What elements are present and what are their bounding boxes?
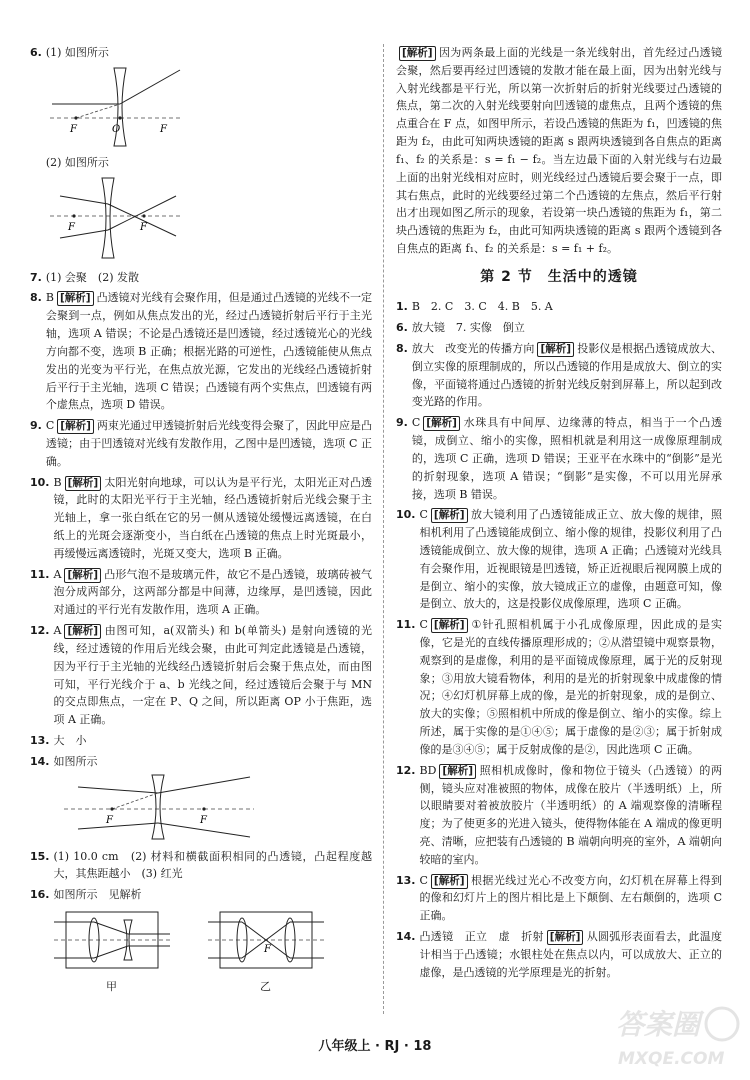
answer-item-12 [396, 762, 722, 869]
answer-item-8 [396, 340, 722, 411]
analysis-tag: [解析] [431, 874, 468, 889]
concave-lens-diagram-1 [46, 64, 186, 150]
item-answer: C [411, 416, 421, 430]
item-number: 14. [396, 930, 416, 944]
answer-item-6-7 [396, 319, 722, 337]
item-text: 投影仪是根据凸透镜成放大、倒立实像的原理制成的，所以凸透镜的作用是成放大、倒立的实像，平面镜将通过凸透镜的折射光线反射到屏幕上，所以起到改变光路的作用。 [411, 342, 722, 409]
figure-caption: 乙 [260, 979, 271, 993]
answer-item-13 [30, 732, 372, 750]
item-answer: C [419, 618, 428, 632]
item-text: 凸形气泡不是玻璃元件，故它不是凸透镜，玻璃砖被气泡分成两部分，这两部分都是中间薄，边缘厚，是凹透镜，因此对通过的平行光有发散作用，选项 A 正确。 [53, 567, 372, 617]
item-text: 太阳光射向地球，可以认为是平行光，太阳光正对凸透镜，此时的太阳光平行于主光轴，经凸透镜折射后光线会聚于主光轴上，拿一张白纸在它的另一侧从透镜处缓慢远离透镜，在白纸上的光斑会逐渐变小，当白纸在凸透镜的焦点上时光斑最小，再缓慢远离透镜时，光斑又变大，选项 B 正确。 [53, 475, 372, 560]
item-answer: C [419, 508, 428, 522]
item-number: 1. [396, 300, 408, 314]
item-answer: B [53, 475, 62, 489]
svg-text:F: F [159, 123, 167, 135]
answer-item-6 [30, 44, 372, 266]
svg-text:F: F [263, 944, 271, 955]
item-text: 放大镜利用了凸透镜能成正立、放大像的规律，照相机利用了凸透镜能成倒立、缩小像的规律，投影仪利用了凸透镜能成倒立、放大像的规律，选项 A 正确；凸透镜对光线具有会聚作用，近视眼镜是凹透镜，矫正近视眼后视网膜上成的是倒立、缩小的实像，放大镜成正立的虚像，由题意可知，像是倒立、放大的，这是投影仪成像原理，选项 C 正确。 [419, 508, 722, 611]
svg-text:F: F [105, 814, 113, 826]
answer-item-12 [30, 622, 372, 729]
answer-item-11 [396, 616, 722, 759]
item-text: 照相机成像时，像和物位于镜头（凸透镜）的两侧，镜头应对准被照的物体，成像在胶片（半透明纸）上，所以眼睛要对着被放胶片（半透明纸）的 A 端观察像的清晰程度；为了使更多的光进入镜头，使得物体能在 A 端成的像更明亮、清晰，应把装有凸透镜的 B 端朝向明亮的室外，A 端朝向较暗的室内。 [419, 763, 722, 866]
item-answer: A [53, 567, 62, 581]
item-text: 因为两条最上面的光线是一条光线射出，首先经过凸透镜会聚，然后要再经过凹透镜的发散才能在最上面，因为出射光线与入射光线都是平行光，所以第一次折射后的折射光线要过凸透镜的焦点，第二次的入射光线要射向凹透镜的虚焦点，且两个透镜的焦点重合在 F 点，如图甲所示，若设凸透镜的焦距为 f₁，凹透镜的焦距为 f₂，由此可知两块透镜的距离 s 跟两块透镜到各自焦点的距离 f₁、f₂ 的关系是：s = f₁ − f₂。当左边最下面的入射光线与右边最上面的出射光线相对应时，则光线经过凸透镜后要会聚于一点，即其右焦点，此时的光线要经过第二个凸透镜的左焦点，然后平行射出才出现如图乙所示的现象，若设第一块凸透镜的焦距为 f₁，第二块凸透镜的焦距为 f₂，由此可知两块透镜的距离 s 跟两个透镜到各自焦点的距离 f₁、f₂ 的关系是：s = f₁ + f₂。 [396, 46, 722, 255]
item-text: ①针孔照相机属于小孔成像原理，因此成的是实像，它是光的直线传播原理形成的；②从潜望镜中观察景物，观察到的是虚像，利用的是平面镜成像原理，属于光的反射现象；③用放大镜看物体，利用的是光的折射现象中成虚像的情况；④幻灯机屏幕上成的像，是光的折射现象，成的是倒立、放大的实像；⑤照相机中所成的像是倒立、缩小的实像。综上所述，属于实像的是①④⑤；属于虚像的是②③；属于折射成像的是③④⑤；属于反射成像的是②，因此选项 C 正确。 [419, 618, 722, 756]
item-answer: C [45, 419, 55, 433]
right-column [396, 44, 722, 984]
item-number: 9. [396, 416, 408, 430]
item-number: 10. [30, 475, 50, 489]
answer-item-13 [396, 872, 722, 925]
analysis-tag: [解析] [57, 419, 94, 434]
item-text: 水珠具有中间厚、边缘薄的特点，相当于一个凸透镜，成倒立、缩小的实像，照相机就是利用这一成像原理制成的，选项 C 正确，选项 D 错误；王亚平在水珠中的“倒影”是光的折射现象，选项 A 错误；“倒影”是实像，不可以用光屏承接，选项 B 错误。 [411, 416, 722, 501]
item-text: 两束光通过甲透镜折射后光线变得会聚了，因此甲应是凸透镜；由于凹透镜对光线有发散作用，乙图中是凹透镜，选项 C 正确。 [45, 419, 372, 468]
analysis-tag: [解析] [423, 416, 460, 431]
item-text: (1) 会聚 (2) 发散 [45, 270, 139, 284]
answer-item-1-5 [396, 298, 722, 316]
item-number: 12. [30, 624, 50, 638]
analysis-tag: [解析] [431, 618, 468, 633]
svg-text:F: F [139, 221, 147, 233]
answer-item-10 [396, 506, 722, 613]
item-number: 9. [30, 419, 42, 433]
analysis-tag: [解析] [399, 46, 436, 61]
item-number: 15. [30, 849, 50, 863]
answer-item-11 [30, 566, 372, 619]
section-title: 第 2 节 生活中的透镜 [480, 268, 638, 285]
answer-item-14 [396, 928, 722, 981]
item-number: 12. [396, 763, 416, 777]
analysis-tag: [解析] [64, 568, 101, 583]
item-text: 如图所示 见解析 [53, 888, 142, 902]
analysis-tag: [解析] [57, 291, 94, 306]
item-text: 从圆弧形表面看去，此温度计相当于凸透镜；水银柱处在焦点以内，可以成放大、正立的虚像，是凸透镜的光学原理是光的折射。 [419, 930, 723, 979]
item-number: 8. [396, 342, 408, 356]
item-number: 10. [396, 508, 416, 522]
item-answer: 凸透镜 正立 虚 折射 [419, 930, 544, 944]
item-number: 13. [396, 873, 416, 887]
item-number: 11. [396, 618, 416, 632]
item-answer: BD [419, 763, 437, 777]
item-text: 由图可知，a(双箭头) 和 b(单箭头) 是射向透镜的光线，经过透镜的作用后光线会聚，由此可判定此透镜是凸透镜，因为平行于主光轴的光线经凸透镜折射后会聚于焦点处，而由图可知，平行光线介于 a、b 光线之间，经过透镜后会聚于与 MN 的交点即焦点，一定在 P、Q 之间，所以距离 OP 小于焦距，选项 A 正确。 [53, 624, 372, 727]
page-footer: 八年级上 · RJ · 18 [318, 1039, 432, 1054]
answer-item-14 [30, 753, 372, 845]
concave-lens-diagram-2 [46, 174, 186, 262]
analysis-tag: [解析] [439, 764, 476, 779]
answer-item-9 [396, 414, 722, 503]
item-number: 13. [30, 733, 50, 747]
svg-text:F: F [199, 814, 207, 826]
item-text: (1) 10.0 cm (2) 材料和横截面积相同的凸透镜，凸起程度越大，其焦距越小 (3) 红光 [53, 849, 372, 881]
column-divider [383, 44, 384, 1014]
item-number: 6. [396, 321, 408, 335]
analysis-tag: [解析] [431, 508, 468, 523]
item-number: 6. [30, 46, 42, 59]
answer-item-10 [30, 474, 372, 563]
item-answer: 放大 改变光的传播方向 [411, 342, 535, 356]
item-number: 14. [30, 754, 50, 768]
analysis-tag: [解析] [537, 342, 574, 357]
item-text: (1) 如图所示 [45, 46, 109, 59]
item-text: 如图所示 [53, 754, 98, 768]
item-text: 根据光线过光心不改变方向，幻灯机在屏幕上得到的像和幻灯片上的图片相比是上下颠倒、左右颠倒的，选项 C 正确。 [419, 873, 722, 923]
svg-text:F: F [69, 123, 77, 135]
item-number: 7. [30, 270, 42, 284]
item-answer: B [45, 291, 54, 305]
answer-item-7 [30, 269, 372, 287]
svg-text:O: O [111, 123, 121, 135]
item-number: 16. [30, 888, 50, 902]
answer-item-9 [30, 417, 372, 470]
item-text: 放大镜 7. 实像 倒立 [411, 321, 525, 335]
analysis-tag: [解析] [547, 930, 584, 945]
analysis-continued [396, 44, 722, 258]
answer-item-15 [30, 848, 372, 884]
watermark-url: MXQE.COM [618, 1049, 725, 1069]
item-answer: C [419, 873, 428, 887]
watermark-text: 答案圈 [616, 1008, 701, 1041]
item-number: 8. [30, 291, 42, 305]
item-answer: A [53, 624, 62, 638]
analysis-tag: [解析] [65, 476, 102, 491]
item-text: (2) 如图所示 [45, 155, 109, 169]
lens-box-diagram-b [208, 908, 324, 972]
item-number: 11. [30, 567, 50, 581]
left-column [30, 44, 372, 999]
item-text: B 2. C 3. C 4. B 5. A [411, 300, 553, 314]
item-text: 凸透镜对光线有会聚作用，但是通过凸透镜的光线不一定会聚到一点，例如从焦点发出的光，经过凸透镜折射后平行于主光轴，选项 A 错误；不论是凸透镜还是凹透镜，经过透镜光心的光线方向都不变，选项 B 正确；根据光路的可逆性，凸透镜能使从焦点发出的光变为平行光，在焦点放光源，它发出的光线经凸透镜折射后平行于主光轴，选项 C 错误；凸透镜有两个实焦点，凹透镜有两个虚焦点，选项 D 错误。 [45, 291, 372, 412]
figure-caption: 甲 [106, 979, 117, 993]
lens-box-diagram-a [54, 908, 170, 972]
item-text: 大 小 [53, 733, 87, 747]
concave-lens-ray-diagram [54, 773, 264, 841]
analysis-tag: [解析] [64, 624, 101, 639]
answer-item-16 [30, 886, 372, 995]
answer-item-8 [30, 289, 372, 414]
svg-text:F: F [67, 221, 75, 233]
watermark-logo [612, 1000, 742, 1072]
